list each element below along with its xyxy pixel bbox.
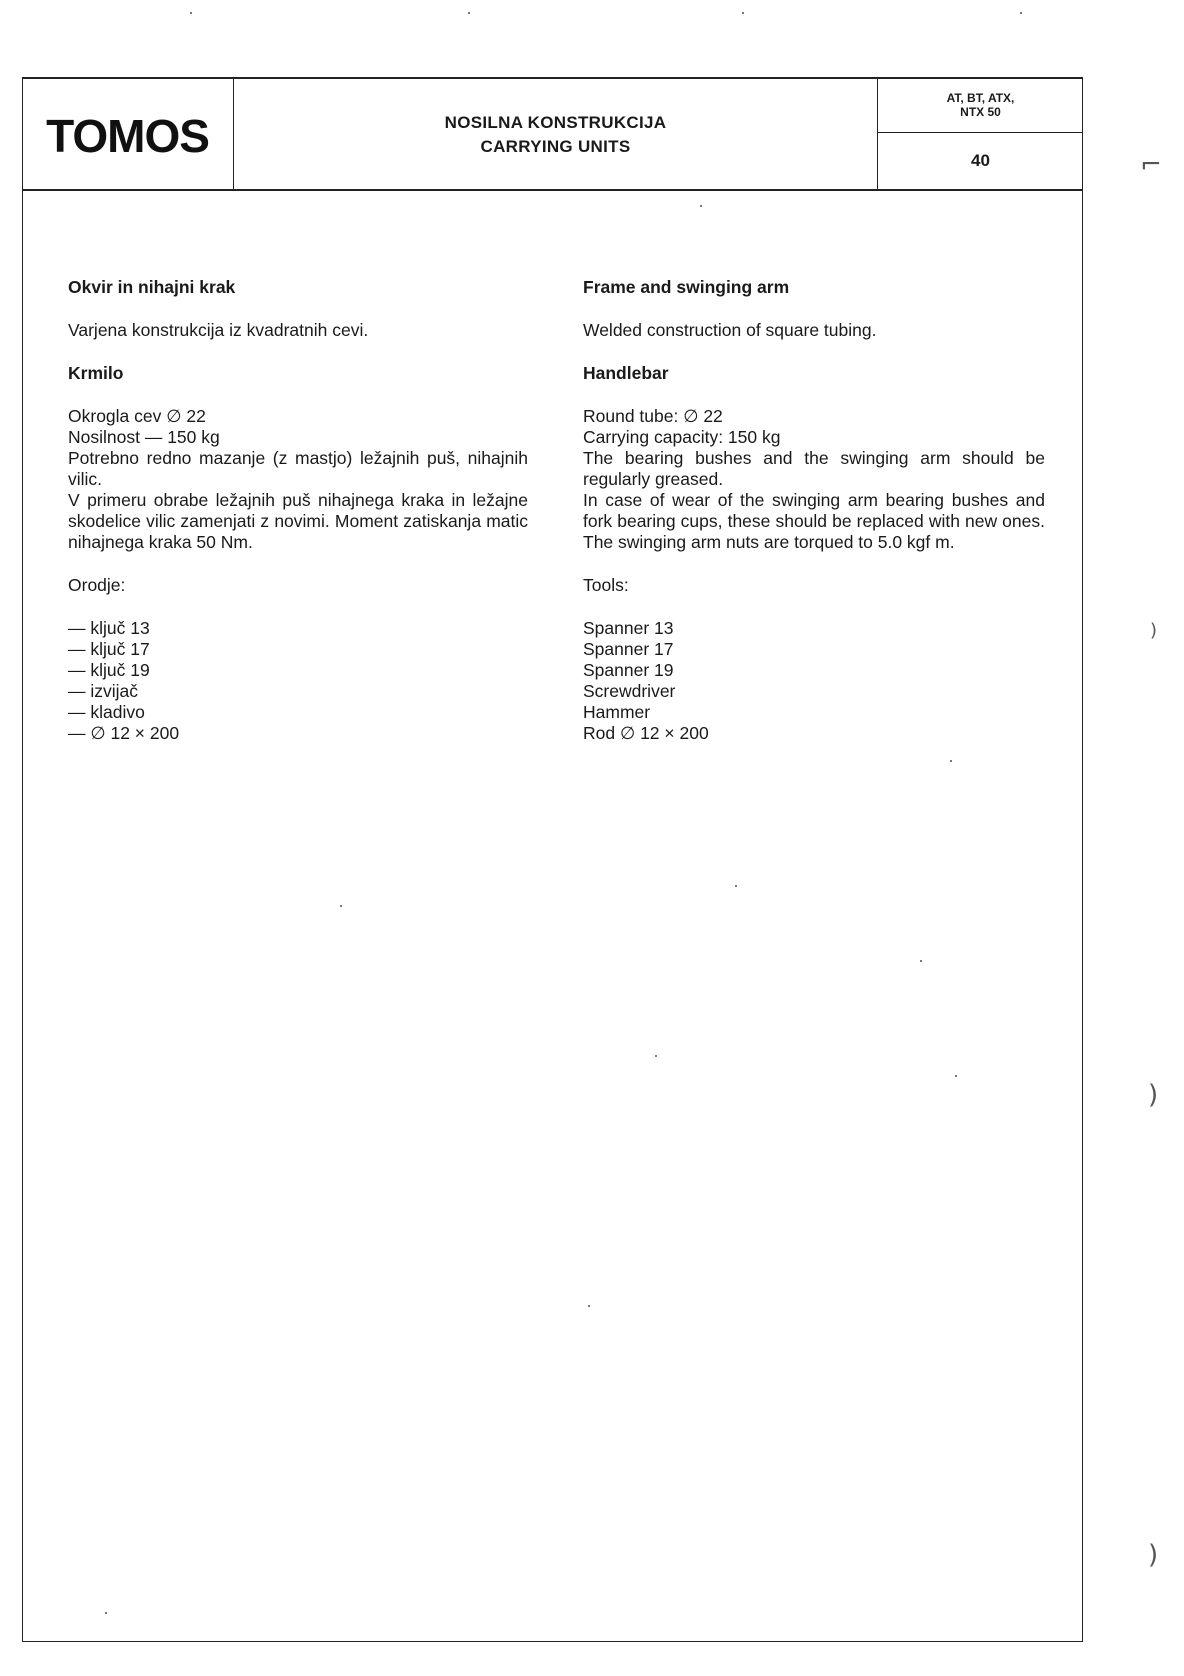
model-list-line2: NTX 50	[960, 104, 1001, 119]
scan-speck	[105, 1612, 107, 1614]
list-item: — kladivo	[68, 702, 145, 722]
spec-wear-english: In case of wear of the swinging arm bearing bushes and fork bearing cups, these should be replaced with new ones. The swinging arm nuts are torqued to 5.0 kgf m.	[583, 490, 1045, 552]
heading-frame-slovene: Okvir in nihajni krak	[68, 277, 236, 297]
info-cell	[878, 77, 1083, 189]
scan-speck	[1020, 12, 1022, 14]
scan-speck	[950, 760, 952, 762]
section-title	[234, 77, 878, 189]
scan-speck	[190, 12, 192, 14]
heading-handlebar-slovene: Krmilo	[68, 363, 124, 383]
tools-list-english	[583, 618, 1045, 744]
binder-mark-icon: )	[1150, 620, 1158, 641]
list-item: Screwdriver	[583, 681, 676, 701]
page-number: 40	[971, 151, 990, 170]
spec-tube-slovene: Okrogla cev ∅ 22	[68, 406, 206, 426]
scan-speck	[920, 960, 922, 962]
spec-greasing-slovene: Potrebno redno mazanje (z mastjo) ležajnih puš, nihajnih vilic.	[68, 448, 528, 489]
spec-capacity-english: Carrying capacity: 150 kg	[583, 427, 781, 447]
list-item: — izvijač	[68, 681, 139, 701]
spec-tube-english: Round tube: ∅ 22	[583, 406, 723, 426]
list-item: Rod ∅ 12 × 200	[583, 723, 709, 743]
list-item: Spanner 17	[583, 639, 674, 659]
list-item: Hammer	[583, 702, 651, 722]
binder-mark-icon: )	[1148, 1540, 1159, 1570]
list-item: Spanner 19	[583, 660, 674, 680]
english-column	[583, 277, 1045, 744]
spec-capacity-slovene: Nosilnost — 150 kg	[68, 427, 220, 447]
heading-handlebar-english: Handlebar	[583, 363, 669, 383]
list-item: — ključ 19	[68, 660, 150, 680]
spec-greasing-english: The bearing bushes and the swinging arm should be regularly greased.	[583, 448, 1045, 489]
tools-label-english: Tools:	[583, 575, 629, 595]
section-title-english: CARRYING UNITS	[480, 137, 631, 156]
paragraph-frame-slovene: Varjena konstrukcija iz kvadratnih cevi.	[68, 320, 369, 340]
document-header	[22, 77, 1083, 191]
tomos-logo: TOMOS	[46, 110, 209, 162]
slovene-column	[68, 277, 528, 744]
list-item: — ∅ 12 × 200	[68, 723, 180, 743]
scan-speck	[588, 1305, 590, 1307]
list-item: — ključ 13	[68, 618, 150, 638]
scan-speck	[700, 205, 702, 207]
list-item: Spanner 13	[583, 618, 674, 638]
scan-speck	[735, 885, 737, 887]
scan-speck	[468, 12, 470, 14]
model-list	[878, 77, 1083, 133]
handlebar-spec-english	[583, 406, 1045, 553]
tools-label-slovene: Orodje:	[68, 575, 126, 595]
handlebar-spec-slovene	[68, 406, 528, 553]
scan-speck	[340, 905, 342, 907]
scan-speck	[955, 1075, 957, 1077]
logo-cell	[22, 77, 234, 189]
section-title-slovene: NOSILNA KONSTRUKCIJA	[444, 113, 667, 132]
spec-wear-slovene: V primeru obrabe ležajnih puš nihajnega kraka in ležajne skodelice vilic zamenjati z novimi. Moment zatiskanja matic nihajnega kraka 50 Nm.	[68, 490, 528, 552]
binder-mark-icon: )	[1148, 1080, 1159, 1110]
heading-frame-english: Frame and swinging arm	[583, 277, 790, 297]
scan-speck	[655, 1055, 657, 1057]
tools-list-slovene	[68, 618, 528, 744]
model-list-line1: AT, BT, ATX,	[946, 90, 1015, 105]
scan-speck	[742, 12, 744, 14]
list-item: — ključ 17	[68, 639, 150, 659]
paragraph-frame-english: Welded construction of square tubing.	[583, 320, 877, 340]
binder-mark-icon: ⌐	[1140, 150, 1162, 180]
